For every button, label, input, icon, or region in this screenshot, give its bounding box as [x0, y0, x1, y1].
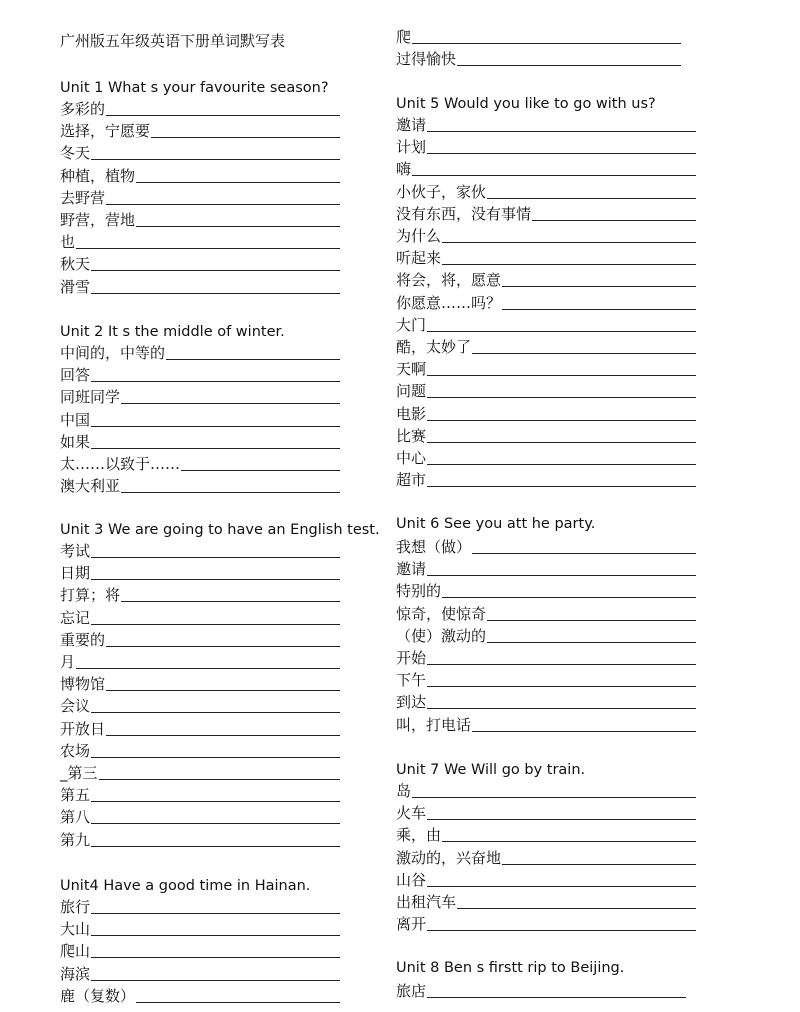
chinese-prompt: 旅店 — [396, 982, 427, 1000]
chinese-prompt: 如果 — [60, 432, 91, 451]
vocab-row — [60, 253, 340, 275]
vocab-row — [60, 940, 340, 962]
vocab-row — [60, 276, 340, 298]
answer-blank[interactable] — [106, 115, 340, 116]
vocab-row — [396, 292, 696, 314]
chinese-prompt: 同班同学 — [60, 388, 121, 407]
chinese-prompt: 会议 — [60, 697, 91, 716]
vocab-row — [60, 231, 340, 253]
answer-blank[interactable] — [136, 182, 340, 183]
vocab-row — [60, 98, 340, 120]
chinese-prompt: 第九 — [60, 830, 91, 849]
answer-blank[interactable] — [91, 980, 340, 981]
answer-blank[interactable] — [136, 1002, 340, 1003]
vocab-row — [396, 980, 686, 1002]
chinese-prompt: 秋天 — [60, 255, 91, 274]
chinese-prompt: （使）激动的 — [396, 626, 487, 645]
answer-blank[interactable] — [91, 293, 340, 294]
answer-blank[interactable] — [442, 597, 696, 598]
vocab-row — [60, 364, 340, 386]
answer-blank[interactable] — [427, 819, 696, 820]
answer-blank[interactable] — [427, 486, 696, 487]
chinese-prompt: 为什么 — [396, 227, 442, 245]
vocab-row — [396, 824, 696, 846]
chinese-prompt: 小伙子，家伙 — [396, 182, 487, 201]
chinese-prompt: 中间的，中等的 — [60, 344, 166, 362]
vocab-row — [396, 380, 696, 402]
chinese-prompt: 大山 — [60, 920, 91, 939]
vocab-row — [396, 714, 696, 736]
vocab-row — [396, 403, 696, 425]
vocab-row — [396, 780, 696, 802]
answer-blank[interactable] — [472, 353, 696, 354]
answer-blank[interactable] — [91, 823, 340, 824]
chinese-prompt: 重要的 — [60, 630, 106, 649]
answer-blank[interactable] — [427, 686, 696, 687]
answer-blank[interactable] — [91, 381, 340, 382]
answer-blank[interactable] — [427, 397, 696, 398]
answer-blank[interactable] — [427, 708, 696, 709]
answer-blank[interactable] — [427, 420, 696, 421]
chinese-prompt: 嗨 — [396, 160, 412, 179]
chinese-prompt: 激动的，兴奋地 — [396, 848, 502, 867]
vocab-row — [396, 469, 696, 491]
chinese-prompt: 爬 — [396, 28, 412, 46]
answer-blank[interactable] — [91, 624, 340, 625]
chinese-prompt: 超市 — [396, 471, 427, 490]
vocab-row — [396, 114, 696, 136]
chinese-prompt: 回答 — [60, 366, 91, 385]
answer-blank[interactable] — [427, 664, 696, 665]
vocab-row — [60, 985, 340, 1007]
vocab-row — [60, 896, 340, 918]
chinese-prompt: 冬天 — [60, 144, 91, 163]
answer-blank[interactable] — [502, 864, 696, 865]
vocab-row — [60, 562, 340, 584]
answer-blank[interactable] — [442, 264, 696, 265]
unit-title: Unit4 Have a good time in Hainan. — [60, 878, 311, 894]
vocab-row — [396, 647, 696, 669]
chinese-prompt: 鹿（复数） — [60, 986, 136, 1005]
answer-blank[interactable] — [91, 712, 340, 713]
answer-blank[interactable] — [532, 220, 696, 221]
chinese-prompt: 开始 — [396, 649, 427, 667]
chinese-prompt: 下午 — [396, 671, 427, 690]
chinese-prompt: 天啊 — [396, 360, 427, 379]
vocab-row — [60, 963, 340, 985]
chinese-prompt: 月 — [60, 653, 76, 671]
chinese-prompt: 也 — [60, 233, 76, 252]
chinese-prompt: 问题 — [396, 382, 427, 401]
vocab-row — [396, 625, 696, 647]
answer-blank[interactable] — [442, 242, 696, 243]
answer-blank[interactable] — [91, 957, 340, 958]
vocab-row — [396, 847, 696, 869]
answer-blank[interactable] — [121, 403, 340, 404]
answer-blank[interactable] — [106, 735, 340, 736]
chinese-prompt: 出租汽车 — [396, 893, 457, 911]
unit-title: Unit 2 It s the middle of winter. — [60, 324, 285, 340]
chinese-prompt: 将会，将，愿意 — [396, 271, 502, 290]
vocab-row — [396, 136, 696, 158]
chinese-prompt: 电影 — [396, 404, 427, 423]
chinese-prompt: 野营，营地 — [60, 211, 136, 229]
answer-blank[interactable] — [427, 575, 696, 576]
answer-blank[interactable] — [427, 442, 696, 443]
answer-blank[interactable] — [106, 690, 340, 691]
answer-blank[interactable] — [91, 579, 340, 580]
unit-title: Unit 7 We Will go by train. — [396, 762, 586, 778]
vocab-row — [396, 913, 696, 935]
chinese-prompt: 博物馆 — [60, 675, 106, 694]
chinese-prompt: 选择，宁愿要 — [60, 122, 151, 141]
vocab-row — [60, 409, 340, 431]
unit-title: Unit 6 See you att he party. — [396, 516, 596, 532]
answer-blank[interactable] — [427, 375, 696, 376]
vocab-row — [60, 695, 340, 717]
chinese-prompt: 日期 — [60, 564, 91, 583]
vocab-row — [60, 165, 340, 187]
answer-blank[interactable] — [412, 175, 696, 176]
chinese-prompt: 开放日 — [60, 719, 106, 738]
chinese-prompt: 旅行 — [60, 898, 91, 916]
vocab-row — [60, 187, 340, 209]
answer-blank[interactable] — [91, 448, 340, 449]
answer-blank[interactable] — [91, 757, 340, 758]
chinese-prompt: 惊奇，使惊奇 — [396, 604, 487, 623]
chinese-prompt: 乘，由 — [396, 826, 442, 845]
vocab-row — [396, 247, 696, 269]
answer-blank[interactable] — [151, 137, 340, 138]
chinese-prompt: 听起来 — [396, 249, 442, 268]
answer-blank[interactable] — [487, 198, 696, 199]
vocab-row — [396, 869, 696, 891]
answer-blank[interactable] — [106, 646, 340, 647]
answer-blank[interactable] — [91, 935, 340, 936]
vocab-row — [396, 536, 696, 558]
vocab-row — [396, 26, 681, 48]
chinese-prompt: 邀请 — [396, 560, 427, 579]
vocab-row — [396, 358, 696, 380]
chinese-prompt: 到达 — [396, 693, 427, 712]
answer-blank[interactable] — [91, 426, 340, 427]
vocab-row — [396, 669, 696, 691]
unit-title: Unit 8 Ben s firstt rip to Beijing. — [396, 960, 625, 976]
chinese-prompt: 山谷 — [396, 870, 427, 889]
chinese-prompt: 澳大利亚 — [60, 477, 121, 496]
answer-blank[interactable] — [472, 731, 696, 732]
vocab-row — [60, 209, 340, 231]
chinese-prompt: 第五 — [60, 786, 91, 805]
vocab-row — [396, 447, 696, 469]
vocab-row — [60, 651, 340, 673]
chinese-prompt: 你愿意……吗？ — [396, 293, 502, 312]
answer-blank[interactable] — [502, 309, 696, 310]
chinese-prompt: 打算；将 — [60, 586, 121, 605]
answer-blank[interactable] — [136, 226, 340, 227]
chinese-prompt: 中国 — [60, 410, 91, 429]
answer-blank[interactable] — [121, 492, 340, 493]
vocab-row — [60, 475, 340, 497]
vocab-row — [60, 718, 340, 740]
vocab-row — [60, 540, 340, 562]
vocab-row — [60, 784, 340, 806]
page-title: 广州版五年级英语下册单词默写表 — [60, 32, 286, 50]
unit-title: Unit 3 We are going to have an English test. — [60, 522, 380, 538]
answer-blank[interactable] — [412, 797, 696, 798]
vocab-row — [396, 425, 696, 447]
answer-blank[interactable] — [457, 908, 696, 909]
vocab-row — [396, 269, 696, 291]
vocab-row — [396, 48, 681, 70]
unit-title: Unit 1 What s your favourite season? — [60, 80, 329, 96]
answer-blank[interactable] — [427, 886, 696, 887]
answer-blank[interactable] — [427, 464, 696, 465]
chinese-prompt: _第三 — [60, 764, 98, 782]
answer-blank[interactable] — [502, 286, 696, 287]
vocab-row — [396, 603, 696, 625]
answer-blank[interactable] — [412, 43, 681, 44]
answer-blank[interactable] — [487, 642, 696, 643]
answer-blank[interactable] — [91, 801, 340, 802]
chinese-prompt: 爬山 — [60, 942, 91, 961]
chinese-prompt: 酷，太妙了 — [396, 338, 472, 356]
chinese-prompt: 忘记 — [60, 608, 91, 627]
chinese-prompt: 邀请 — [396, 116, 427, 134]
vocab-row — [60, 629, 340, 651]
chinese-prompt: 去野营 — [60, 188, 106, 207]
answer-blank[interactable] — [487, 620, 696, 621]
vocab-row — [60, 740, 340, 762]
vocab-row — [60, 120, 340, 142]
answer-blank[interactable] — [91, 270, 340, 271]
vocab-row — [60, 829, 340, 851]
answer-blank[interactable] — [427, 331, 696, 332]
chinese-prompt: 火车 — [396, 804, 427, 823]
vocab-row — [396, 336, 696, 358]
answer-blank[interactable] — [76, 248, 340, 249]
chinese-prompt: 岛 — [396, 782, 412, 800]
unit-title: Unit 5 Would you like to go with us? — [396, 96, 656, 112]
answer-blank[interactable] — [472, 553, 696, 554]
chinese-prompt: 中心 — [396, 449, 427, 467]
answer-blank[interactable] — [457, 65, 681, 66]
chinese-prompt: 我想（做） — [396, 538, 472, 556]
answer-blank[interactable] — [91, 159, 340, 160]
vocab-row — [396, 891, 696, 913]
chinese-prompt: 比赛 — [396, 426, 427, 445]
chinese-prompt: 太……以致于…… — [60, 455, 181, 473]
vocab-row — [396, 558, 696, 580]
answer-blank[interactable] — [442, 841, 696, 842]
chinese-prompt: 第八 — [60, 808, 91, 827]
chinese-prompt: 考试 — [60, 542, 91, 560]
vocab-row — [396, 802, 696, 824]
answer-blank[interactable] — [427, 997, 686, 998]
vocab-row — [60, 762, 340, 784]
chinese-prompt: 计划 — [396, 138, 427, 157]
answer-blank[interactable] — [76, 668, 340, 669]
vocab-row — [396, 225, 696, 247]
vocab-row — [60, 806, 340, 828]
vocab-row — [60, 142, 340, 164]
chinese-prompt: 种植，植物 — [60, 166, 136, 185]
answer-blank[interactable] — [91, 913, 340, 914]
vocab-row — [396, 158, 696, 180]
vocab-row — [60, 673, 340, 695]
answer-blank[interactable] — [106, 204, 340, 205]
vocab-row — [60, 453, 340, 475]
answer-blank[interactable] — [99, 779, 340, 780]
vocab-row — [60, 918, 340, 940]
answer-blank[interactable] — [121, 601, 340, 602]
vocab-row — [396, 314, 696, 336]
answer-blank[interactable] — [181, 470, 340, 471]
vocab-row — [396, 181, 696, 203]
answer-blank[interactable] — [91, 557, 340, 558]
vocab-row — [396, 691, 696, 713]
vocab-row — [396, 580, 696, 602]
vocab-row — [60, 342, 340, 364]
chinese-prompt: 没有东西，没有事情 — [396, 204, 532, 223]
vocab-row — [60, 584, 340, 606]
chinese-prompt: 海滨 — [60, 964, 91, 983]
vocab-row — [396, 203, 696, 225]
answer-blank[interactable] — [166, 359, 340, 360]
chinese-prompt: 大门 — [396, 315, 427, 334]
answer-blank[interactable] — [427, 153, 696, 154]
chinese-prompt: 农场 — [60, 741, 91, 760]
chinese-prompt: 滑雪 — [60, 277, 91, 296]
answer-blank[interactable] — [427, 131, 696, 132]
vocab-row — [60, 386, 340, 408]
chinese-prompt: 特别的 — [396, 582, 442, 601]
answer-blank[interactable] — [91, 846, 340, 847]
chinese-prompt: 过得愉快 — [396, 50, 457, 69]
vocab-row — [60, 607, 340, 629]
vocab-row — [60, 431, 340, 453]
answer-blank[interactable] — [427, 930, 696, 931]
chinese-prompt: 离开 — [396, 915, 427, 934]
chinese-prompt: 多彩的 — [60, 100, 106, 118]
chinese-prompt: 叫，打电话 — [396, 715, 472, 734]
